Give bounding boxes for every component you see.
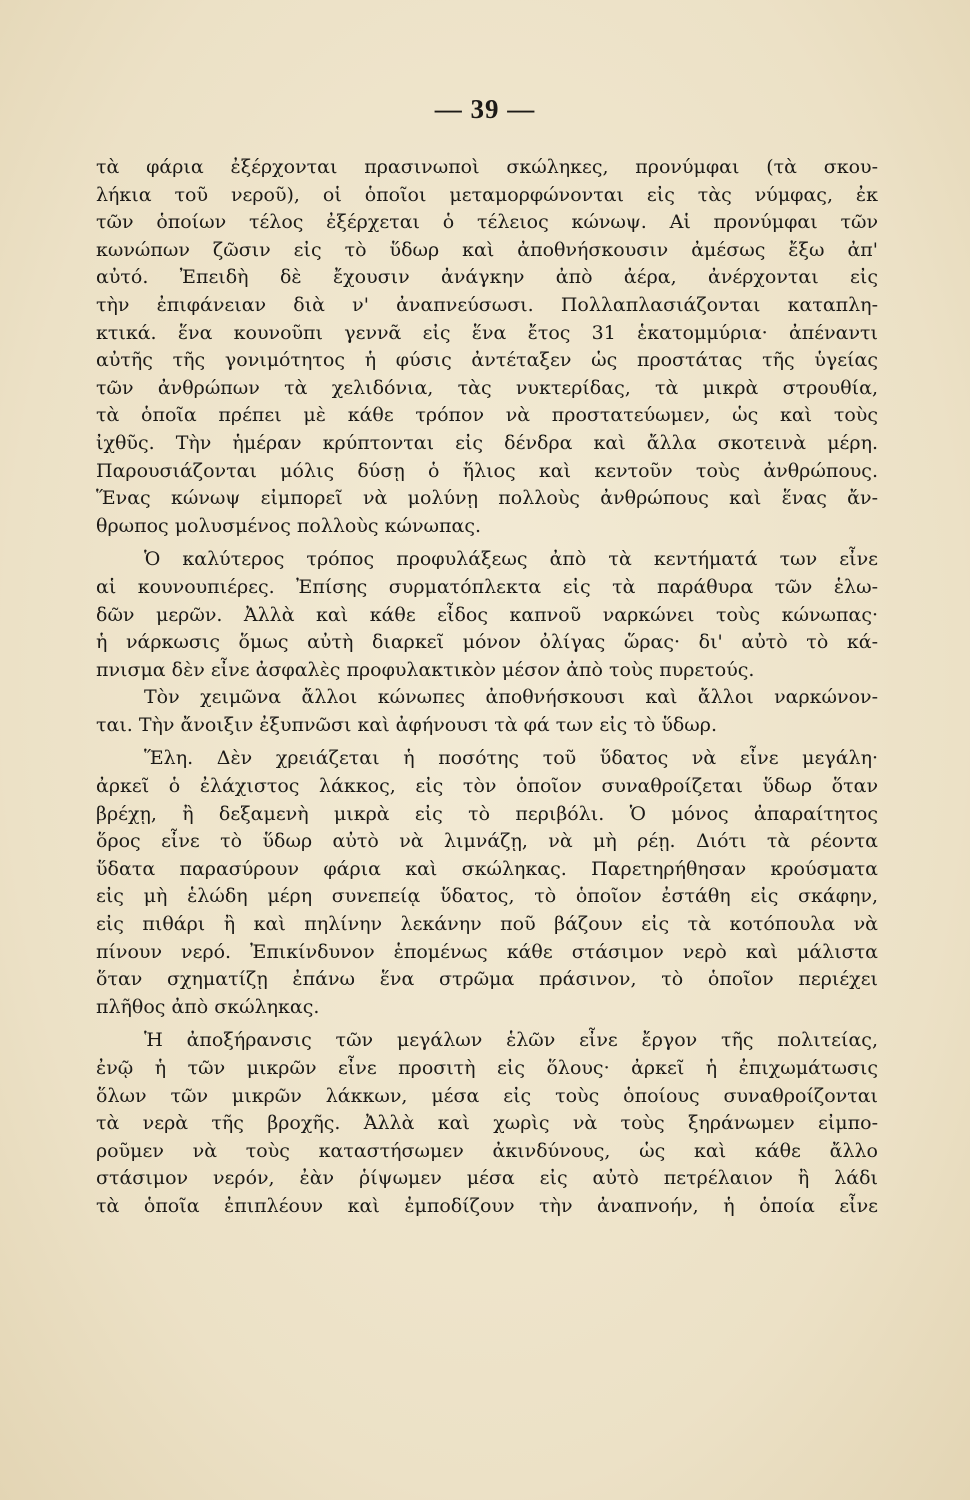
text-line: Τὸν χειμῶνα ἄλλοι κώνωπες ἀποθνήσκουσι καὶ ἄλλοι ναρκώνον- — [144, 686, 878, 709]
text-line: αὐτῆς τῆς γονιμότητος ἡ φύσις ἀντέταξεν ὡς προστάτας τῆς ὑγείας — [96, 349, 878, 372]
text-line: ἡ νάρκωσις ὅμως αὐτὴ διαρκεῖ μόνον ὀλίγας ὥρας· δι' αὐτὸ τὸ κά- — [96, 631, 878, 654]
text-line: θρωπος μολυσμένος πολλοὺς κώνωπας. — [96, 514, 482, 537]
text-line: τὰ νερὰ τῆς βροχῆς. Ἀλλὰ καὶ χωρὶς νὰ τοὺς ξηράνωμεν εἰμπο- — [96, 1112, 878, 1135]
text-line: ὅλων τῶν μικρῶν λάκκων, μέσα εἰς τοὺς ὁποίους συναθροίζονται — [96, 1084, 878, 1107]
text-line: ροῦμεν νὰ τοὺς καταστήσωμεν ἀκινδύνους, ὡς καὶ κάθε ἄλλο — [96, 1139, 878, 1162]
text-line: λήκια τοῦ νεροῦ), οἱ ὁποῖοι μεταμορφώνονται εἰς τὰς νύμφας, ἐκ — [96, 183, 878, 206]
text-line: ἰχθῦς. Τὴν ἡμέραν κρύπτονται εἰς δένδρα καὶ ἄλλα σκοτεινὰ μέρη. — [96, 431, 878, 454]
text-line: Ἕνας κώνωψ εἰμπορεῖ νὰ μολύνῃ πολλοὺς ἀνθρώπους καὶ ἕνας ἄν- — [96, 487, 878, 510]
text-line: τὰ ὁποῖα πρέπει μὲ κάθε τρόπον νὰ προστατεύωμεν, ὡς καὶ τοὺς — [96, 404, 878, 427]
text-line: τὰ φάρια ἐξέρχονται πρασινωποὶ σκώληκες, προνύμφαι (τὰ σκου- — [96, 156, 878, 178]
text-line: τῶν ἀνθρώπων τὰ χελιδόνια, τὰς νυκτερίδας, τὰ μικρὰ στρουθία, — [96, 376, 878, 399]
text-line: βρέχῃ, ἢ δεξαμενὴ μικρὰ εἰς τὸ περιβόλι. Ὁ μόνος ἀπαραίτητος — [96, 802, 878, 825]
paragraph — [96, 684, 878, 739]
text-line: ὅταν σχηματίζῃ ἐπάνω ἕνα στρῶμα πράσινον, τὸ ὁποῖον περιέχει — [96, 968, 878, 991]
text-line: στάσιμον νερόν, ἐὰν ῥίψωμεν μέσα εἰς αὐτὸ πετρέλαιον ἢ λάδι — [96, 1167, 878, 1190]
text-line: πνισμα δὲν εἶνε ἀσφαλὲς προφυλακτικὸν μέσον ἀπὸ τοὺς πυρετούς. — [96, 658, 755, 681]
text-line: πλῆθος ἀπὸ σκώληκας. — [96, 995, 320, 1018]
text-line: πίνουν νερό. Ἐπικίνδυνον ἑπομένως κάθε στάσιμον νερὸ καὶ μάλιστα — [96, 940, 878, 963]
text-line: εἰς πιθάρι ἢ καὶ πηλίνην λεκάνην ποῦ βάζουν εἰς τὰ κοτόπουλα νὰ — [96, 913, 878, 936]
body-text — [96, 154, 878, 1221]
paragraph — [96, 546, 878, 684]
paragraph — [96, 154, 878, 540]
text-line: κωνώπων ζῶσιν εἰς τὸ ὕδωρ καὶ ἀποθνήσκουσιν ἀμέσως ἔξω ἀπ' — [96, 238, 878, 261]
text-line: Παρουσιάζονται μόλις δύσῃ ὁ ἥλιος καὶ κεντοῦν τοὺς ἀνθρώπους. — [96, 459, 878, 482]
page-number: — 39 — — [434, 94, 536, 124]
text-line: κτικά. ἕνα κουνοῦπι γεννᾶ εἰς ἕνα ἔτος 31 ἑκατομμύρια· ἀπέναντι — [96, 321, 878, 344]
text-line: ἐνῷ ἡ τῶν μικρῶν εἶνε προσιτὴ εἰς ὅλους· ἀρκεῖ ἡ ἐπιχωμάτωσις — [96, 1057, 878, 1079]
text-line: τῶν ὁποίων τέλος ἐξέρχεται ὁ τέλειος κώνωψ. Αἱ προνύμφαι τῶν — [96, 211, 878, 234]
text-line: Ἡ ἀποξήρανσις τῶν μεγάλων ἑλῶν εἶνε ἔργον τῆς πολιτείας, — [144, 1029, 878, 1052]
text-line: εἰς μὴ ἑλώδη μέρη συνεπείᾳ ὕδατος, τὸ ὁποῖον ἐστάθη εἰς σκάφην, — [96, 885, 878, 908]
text-line: τὴν ἐπιφάνειαν διὰ ν' ἀναπνεύσωσι. Πολλαπλασιάζονται καταπλη- — [96, 293, 878, 316]
text-line: αὐτό. Ἐπειδὴ δὲ ἔχουσιν ἀνάγκην ἀπὸ ἀέρα, ἀνέρχονται εἰς — [96, 266, 878, 289]
text-line: αἱ κουνουπιέρες. Ἐπίσης συρματόπλεκτα εἰς τὰ παράθυρα τῶν ἑλω- — [96, 575, 878, 598]
text-line: ὅρος εἶνε τὸ ὕδωρ αὐτὸ νὰ λιμνάζῃ, νὰ μὴ ρέῃ. Διότι τὰ ρέοντα — [96, 830, 878, 853]
text-line: δῶν μερῶν. Ἀλλὰ καὶ κάθε εἶδος καπνοῦ ναρκώνει τοὺς κώνωπας· — [96, 603, 878, 626]
text-line: Ὁ καλύτερος τρόπος προφυλάξεως ἀπὸ τὰ κεντήματά των εἶνε — [144, 548, 878, 571]
paragraph — [96, 745, 878, 1021]
paragraph — [96, 1027, 878, 1220]
text-line: ἀρκεῖ ὁ ἐλάχιστος λάκκος, εἰς τὸν ὁποῖον συναθροίζεται ὕδωρ ὅταν — [96, 775, 878, 798]
text-line: τὰ ὁποῖα ἐπιπλέουν καὶ ἐμποδίζουν τὴν ἀναπνοήν, ἡ ὁποία εἶνε — [96, 1194, 878, 1217]
text-line: ται. Τὴν ἄνοιξιν ἐξυπνῶσι καὶ ἀφήνουσι τὰ φά των εἰς τὸ ὕδωρ. — [96, 713, 718, 736]
text-line: ὕδατα παρασύρουν φάρια καὶ σκώληκας. Παρετηρήθησαν κρούσματα — [96, 857, 878, 880]
text-line: Ἕλη. Δὲν χρειάζεται ἡ ποσότης τοῦ ὕδατος νὰ εἶνε μεγάλη· — [144, 747, 878, 770]
